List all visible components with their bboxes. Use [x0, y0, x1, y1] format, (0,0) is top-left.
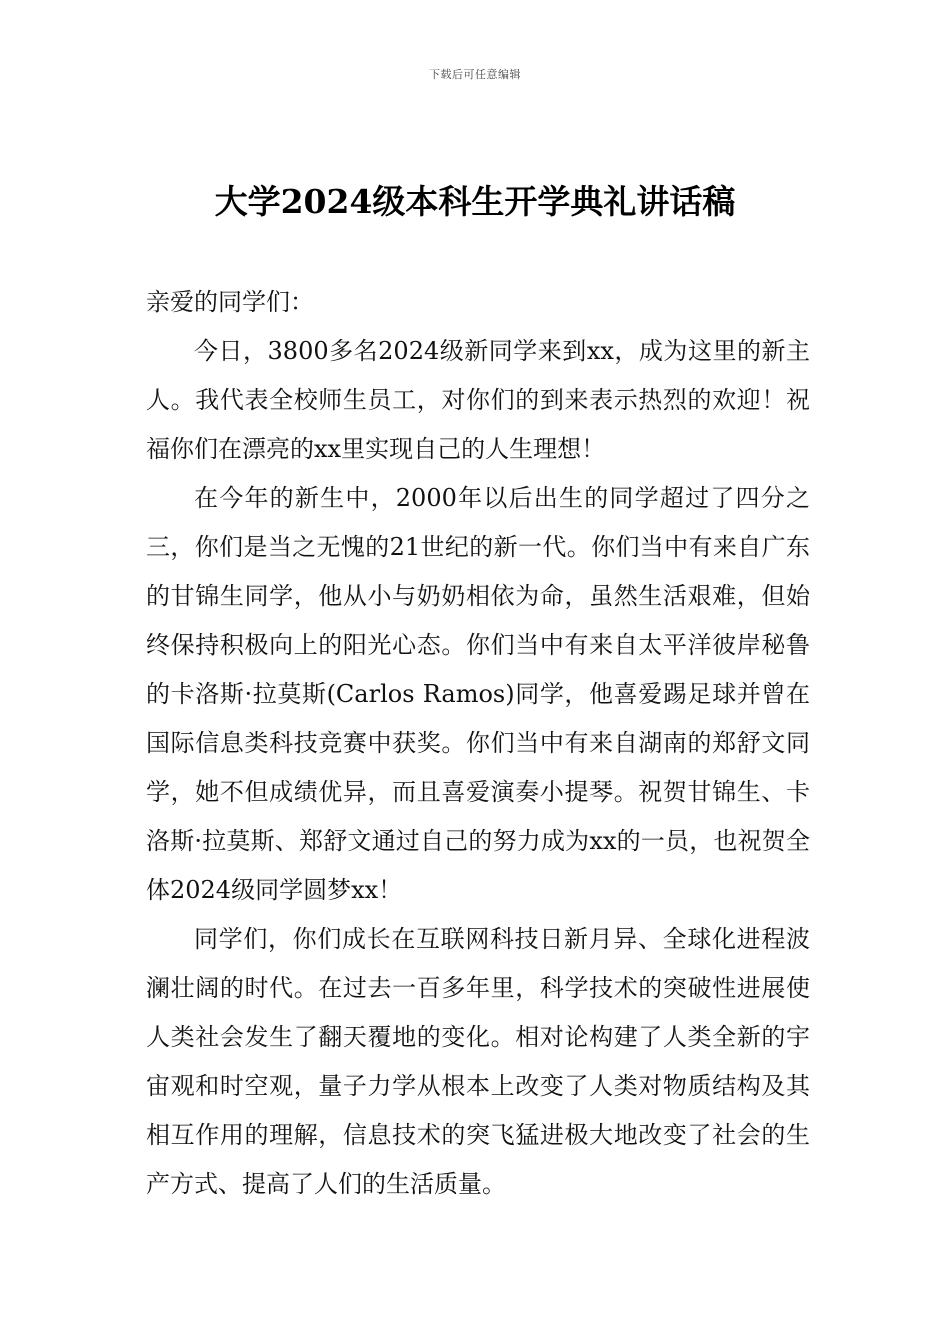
paragraph-era: 同学们，你们成长在互联网科技日新月异、全球化进程波澜壮阔的时代。在过去一百多年里，科学技术的突破性进展使人类社会发生了翻天覆地的变化。相对论构建了人类全新的宇宙观和时空观，量子力学从根本上改变了人类对物质结构及其相互作用的理解，信息技术的突飞猛进极大地改变了社会的生产方式、提高了人们的生活质量。 — [146, 925, 810, 1198]
salutation: 亲爱的同学们： — [146, 288, 314, 316]
document-title: 大学2024级本科生开学典礼讲话稿 — [214, 182, 736, 221]
paragraph-new-students: 在今年的新生中，2000年以后出生的同学超过了四分之三，你们是当之无愧的21世纪的新一代。你们当中有来自广东的甘锦生同学，他从小与奶奶相依为命，虽然生活艰难，但始终保持积极向上的阳光心态。你们当中有来自太平洋彼岸秘鲁的卡洛斯·拉莫斯(Carlos Ramos)同学，他喜爱踢足球并曾在国际信息类科技竞赛中获奖。你们当中有来自湖南的郑舒文同学，她不但成绩优异，而且喜爱演奏小提琴。祝贺甘锦生、卡洛斯·拉莫斯、郑舒文通过自己的努力成为xx的一员，也祝贺全体2024级同学圆梦xx！ — [146, 484, 810, 904]
document-body — [146, 278, 810, 1209]
header-note: 下载后可任意编辑 — [429, 68, 521, 81]
paragraph-welcome: 今日，3800多名2024级新同学来到xx，成为这里的新主人。我代表全校师生员工，对你们的到来表示热烈的欢迎！祝福你们在漂亮的xx里实现自己的人生理想！ — [146, 337, 810, 463]
